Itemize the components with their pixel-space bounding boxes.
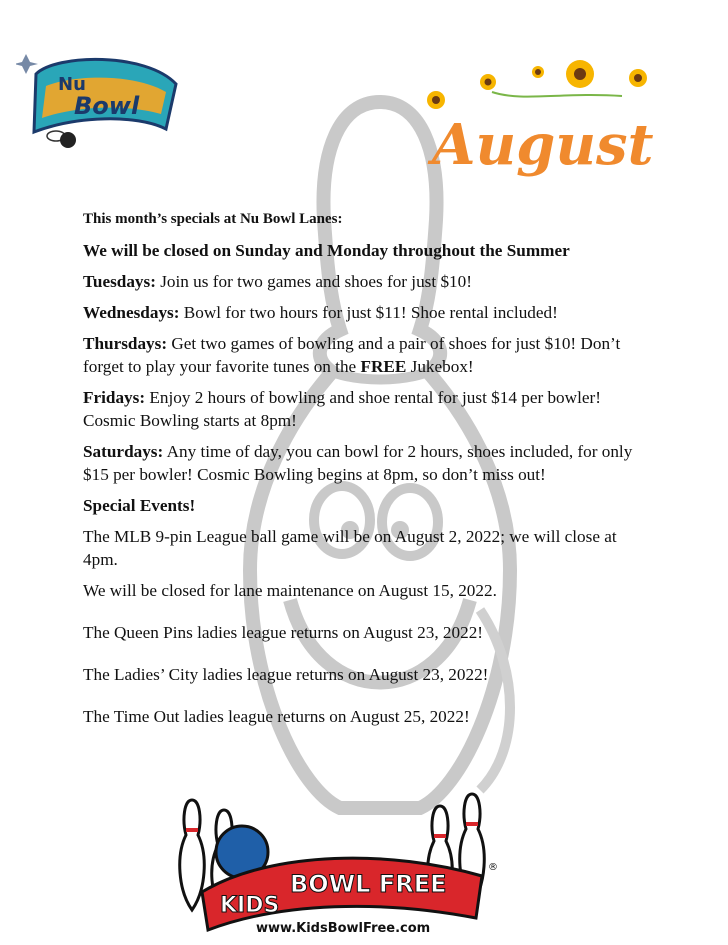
event-item: The Queen Pins ladies league returns on August 23, 2022! xyxy=(83,623,484,642)
event-item: We will be closed for lane maintenance on August 15, 2022. xyxy=(83,581,497,600)
august-header-art xyxy=(412,52,664,192)
special-text: Join us for two games and shoes for just $10! xyxy=(155,272,472,291)
kids-logo-url: www.KidsBowlFree.com xyxy=(256,921,431,936)
august-header-svg xyxy=(412,52,664,192)
special-day-label: Fridays: xyxy=(83,388,146,407)
special-day-label: Thursdays: xyxy=(83,334,168,353)
special-wednesday xyxy=(83,301,653,324)
special-day-label: Wednesdays: xyxy=(83,303,180,322)
special-friday xyxy=(83,386,653,432)
special-day-label: Saturdays: xyxy=(83,442,164,461)
specials-content xyxy=(83,208,653,736)
special-thursday xyxy=(83,332,653,378)
special-tuesday xyxy=(83,270,653,293)
special-text: Any time of day, you can bowl for 2 hours, shoes included, for only $15 per bowler! Cosmic Bowling begins at 8pm, so don’t miss out! xyxy=(83,442,633,484)
special-text-tail: Jukebox! xyxy=(406,357,474,376)
nu-bowl-logo-bowl: Bowl xyxy=(74,92,140,120)
event-item: The Time Out ladies league returns on August 25, 2022! xyxy=(83,707,470,726)
august-title: August xyxy=(432,112,654,178)
special-events-heading: Special Events! xyxy=(83,496,196,515)
sunflower-icon xyxy=(427,60,647,109)
nu-bowl-logo xyxy=(16,44,186,156)
specials-intro: This month’s specials at Nu Bowl Lanes: xyxy=(83,211,343,227)
event-item: The Ladies’ City ladies league returns on August 23, 2022! xyxy=(83,665,489,684)
kids-bowl-free-logo xyxy=(172,780,516,940)
nu-bowl-logo-tagline: IT'S JUST FUN! xyxy=(98,126,156,134)
event-item: The MLB 9-pin League ball game will be on August 2, 2022; we will close at 4pm. xyxy=(83,527,617,569)
kids-logo-registered: ® xyxy=(488,862,498,873)
kids-bowl-free-logo-art xyxy=(172,780,516,940)
special-text: Get two games of bowling and a pair of shoes for just $10! Don’t forget to play your favorite tunes on the xyxy=(83,334,621,376)
special-text: Bowl for two hours for just $11! Shoe rental included! xyxy=(179,303,558,322)
special-text: Enjoy 2 hours of bowling and shoe rental for just $14 per bowler! Cosmic Bowling starts at 8pm! xyxy=(83,388,601,430)
special-bold-word: FREE xyxy=(360,357,407,376)
kids-logo-word-bowlfree: BOWL FREE xyxy=(290,870,447,898)
closed-notice: We will be closed on Sunday and Monday throughout the Summer xyxy=(83,241,570,260)
kids-logo-word-kids: KIDS xyxy=(220,893,280,918)
nu-bowl-logo-art xyxy=(16,44,186,156)
nu-bowl-logo-nu: Nu xyxy=(58,74,86,95)
special-day-label: Tuesdays: xyxy=(83,272,156,291)
special-saturday xyxy=(83,440,653,486)
